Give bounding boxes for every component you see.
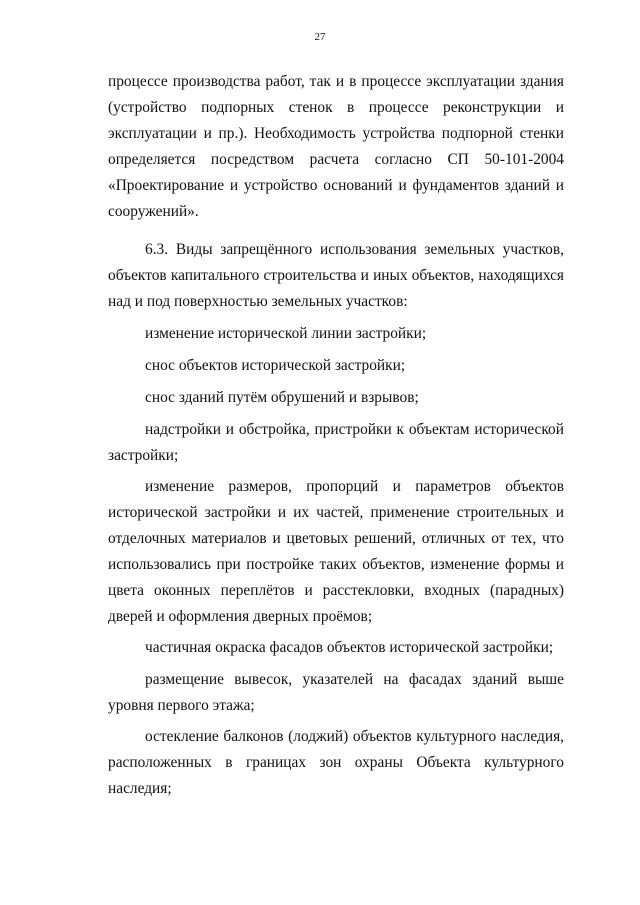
page-number: 27 (314, 31, 326, 43)
continuation-paragraph: процессе производства работ, так и в процессе эксплуатации здания (устройство подпорных стенок в процессе реконструкции и эксплуатации и пр.). Необходимость устройства подпорной стенки определяется посредством расчета согласно СП 50-101-2004 «Проектирование и устройство оснований и фундаментов зданий и сооружений». (108, 73, 564, 220)
body-text-top (108, 69, 564, 225)
list-item: частичная окраска фасадов объектов исторической застройки; (145, 639, 554, 656)
list-item: изменение размеров, пропорций и параметров объектов исторической застройки и их частей, применение строительных и отделочных материалов и цветовых решений, отличных от тех, что использовались при постройке таких объектов, изменение формы и цвета оконных переплётов и расстекловки, входных (парадных) дверей и оформления дверных проёмов; (108, 478, 564, 625)
list-item: остекление балконов (лоджий) объектов культурного наследия, расположенных в границах зон охраны Объекта культурного наследия; (108, 728, 564, 797)
list-item: снос объектов исторической застройки; (145, 357, 406, 374)
list-item: размещение вывесок, указателей на фасадах зданий выше уровня первого этажа; (108, 671, 564, 714)
list-item: снос зданий путём обрушений и взрывов; (145, 389, 419, 406)
body-text-main (108, 237, 564, 802)
section-paragraph: 6.3. Виды запрещённого использования земельных участков, объектов капитального строительства и иных объектов, находящихся над и под поверхностью земельных участков: (108, 241, 564, 310)
list-item: изменение исторической линии застройки; (145, 325, 427, 342)
list-item: надстройки и обстройка, пристройки к объектам исторической застройки; (108, 421, 564, 464)
